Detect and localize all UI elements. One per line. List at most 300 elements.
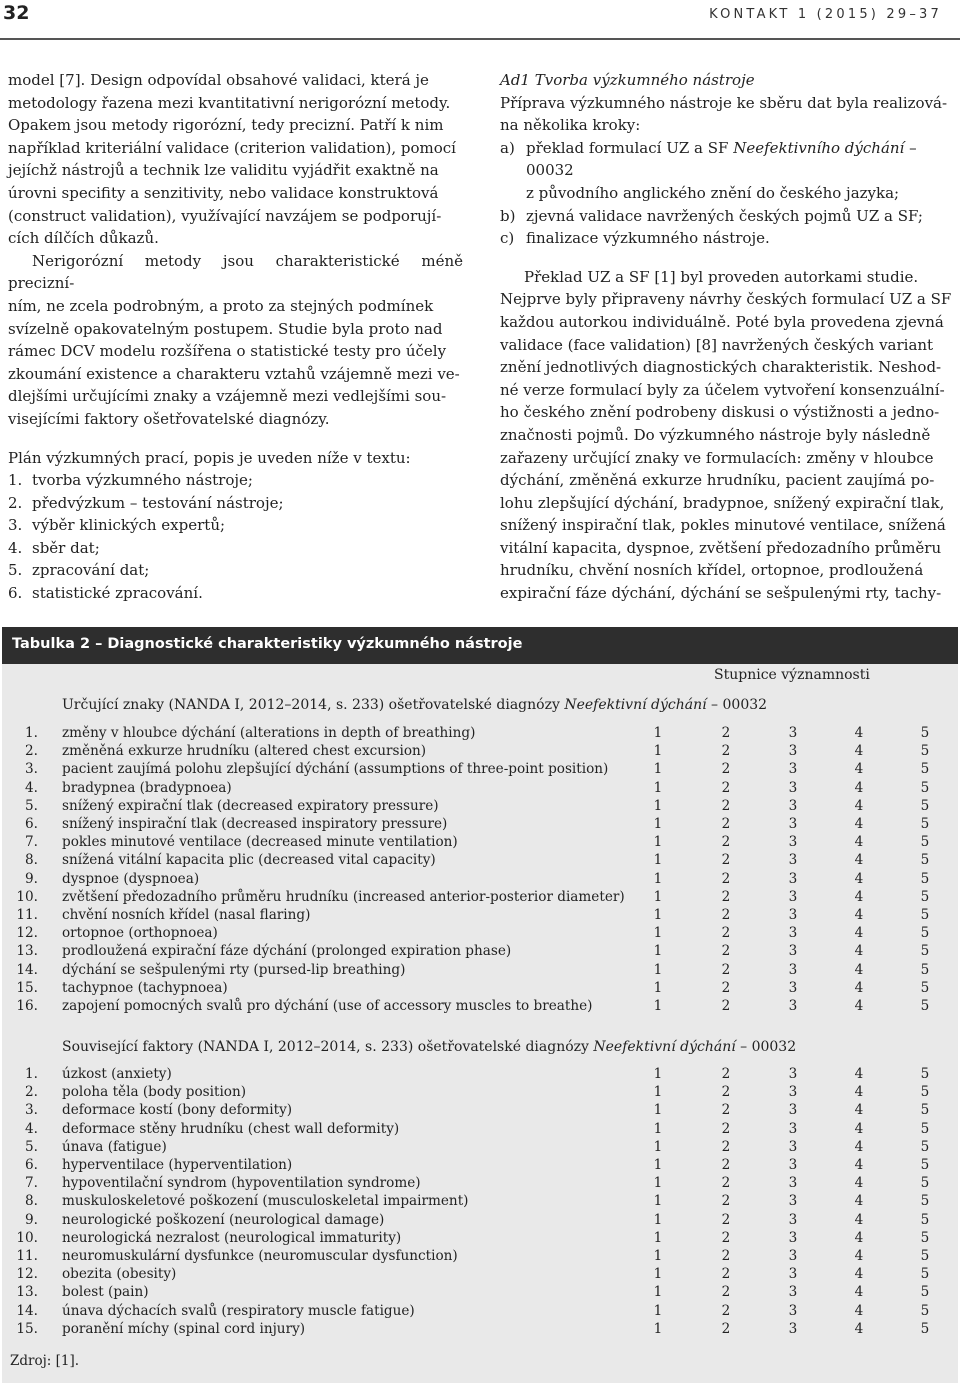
scale-value: 5 bbox=[920, 1102, 930, 1119]
scale-value: 5 bbox=[920, 1120, 930, 1137]
scale-value: 3 bbox=[788, 961, 798, 978]
paragraph-1 bbox=[8, 69, 463, 250]
row-label: obezita (obesity) bbox=[62, 1266, 177, 1283]
text-line: metodology řazena mezi kvantitativní nerigorózní metody. bbox=[8, 93, 451, 112]
scale-value: 2 bbox=[721, 907, 731, 923]
text-line: hrudníku, chvění nosních křídel, ortopnoe, prodloužená bbox=[500, 561, 924, 580]
text-line: například kriteriální validace (criterion validation), pomocí bbox=[8, 138, 456, 157]
table-row bbox=[0, 1283, 960, 1301]
scale-value: 5 bbox=[920, 816, 930, 832]
scale-value: 3 bbox=[788, 725, 798, 741]
scale-value: 1 bbox=[653, 961, 663, 978]
section-heading: Ad1 Tvorba výzkumného nástroje bbox=[500, 71, 755, 89]
text-line: rámec DCV modelu rozšířena o statistické testy pro účely bbox=[8, 342, 447, 361]
scale-value: 1 bbox=[653, 1320, 663, 1337]
row-number: 5. bbox=[25, 797, 38, 814]
scale-value: 1 bbox=[653, 743, 663, 760]
row-label: dyspnoe (dyspnoea) bbox=[62, 870, 200, 887]
scale-value: 1 bbox=[653, 1284, 663, 1301]
row-label: neurologická nezralost (neurological immaturity) bbox=[62, 1229, 402, 1246]
scale-value: 3 bbox=[788, 779, 798, 796]
scale-value: 5 bbox=[920, 1157, 930, 1173]
text-line: znění jednotlivých diagnostických charakteristik. Neshod- bbox=[500, 358, 942, 377]
row-number: 3. bbox=[25, 1102, 38, 1119]
scale-value: 1 bbox=[653, 925, 663, 942]
row-label: úzkost (anxiety) bbox=[62, 1066, 172, 1082]
scale-value: 4 bbox=[854, 888, 864, 905]
section-heading-defining: Určující znaky (NANDA I, 2012–2014, s. 233) ošetřovatelské diagnózy Neefektivní dýchání – 00032 bbox=[62, 697, 768, 713]
scale-value: 1 bbox=[653, 779, 663, 796]
table-row bbox=[0, 1211, 960, 1229]
row-label: prodloužená expirační fáze dýchání (prolonged expiration phase) bbox=[62, 943, 512, 960]
table-source: Zdroj: [1]. bbox=[10, 1353, 80, 1369]
text-line: visejícími faktory ošetřovatelské diagnózy. bbox=[8, 409, 330, 428]
scale-value: 1 bbox=[653, 1138, 663, 1155]
table-row bbox=[0, 815, 960, 833]
table-row bbox=[0, 779, 960, 797]
step-a: a) překlad formulací UZ a SF Neefektivního dýchání – 00032 bbox=[500, 138, 917, 180]
table-row bbox=[0, 742, 960, 760]
scale-value: 1 bbox=[653, 1175, 663, 1192]
text-line: model [7]. Design odpovídal obsahové validaci, která je bbox=[8, 71, 429, 89]
table-row bbox=[0, 724, 960, 742]
scale-value: 2 bbox=[721, 888, 731, 905]
text-line: každou autorkou individuálně. Poté byla provedena zjevná bbox=[500, 312, 944, 331]
table-row bbox=[0, 979, 960, 997]
scale-value: 5 bbox=[920, 1320, 930, 1337]
table-row bbox=[0, 1156, 960, 1174]
table-row bbox=[0, 1302, 960, 1320]
text-line: né verze formulací byly za účelem vytvoření konsenzuální- bbox=[500, 380, 945, 399]
text-line: zkoumání existence a charakteru vztahů vzájemně mezi ve- bbox=[8, 364, 460, 383]
scale-value: 5 bbox=[920, 925, 930, 942]
row-label: tachypnoe (tachypnoea) bbox=[62, 979, 228, 996]
step-c: c) finalizace výzkumného nástroje. bbox=[500, 229, 770, 248]
row-number: 2. bbox=[25, 1084, 38, 1101]
scale-value: 2 bbox=[721, 1175, 731, 1192]
table-row bbox=[0, 1247, 960, 1265]
text-line: Nerigorózní metody jsou charakteristické méně precizní- bbox=[8, 251, 463, 293]
left-column bbox=[8, 69, 463, 605]
row-number: 12. bbox=[16, 925, 38, 942]
text-line: dýchání, změněná exkurze hrudníku, pacient zaujímá po- bbox=[500, 471, 935, 490]
scale-value: 4 bbox=[854, 961, 864, 978]
scale-value: 5 bbox=[920, 1266, 930, 1283]
right-column bbox=[500, 69, 952, 605]
row-number: 14. bbox=[16, 1302, 38, 1319]
scale-value: 3 bbox=[788, 1102, 798, 1119]
row-label: změněná exkurze hrudníku (altered chest excursion) bbox=[62, 743, 427, 760]
scale-value: 3 bbox=[788, 979, 798, 996]
table-row bbox=[0, 1120, 960, 1138]
scale-value: 1 bbox=[653, 1302, 663, 1319]
scale-value: 4 bbox=[854, 834, 864, 851]
scale-value: 1 bbox=[653, 1066, 663, 1082]
table-row bbox=[0, 924, 960, 942]
row-label: pokles minutové ventilace (decreased minute ventilation) bbox=[62, 834, 458, 851]
row-label: únava dýchacích svalů (respiratory muscle fatigue) bbox=[62, 1302, 415, 1319]
row-number: 9. bbox=[25, 1211, 38, 1228]
table-row bbox=[0, 1265, 960, 1283]
scale-value: 2 bbox=[721, 1157, 731, 1173]
scale-value: 4 bbox=[854, 1175, 864, 1192]
scale-value: 4 bbox=[854, 870, 864, 887]
scale-value: 4 bbox=[854, 925, 864, 942]
scale-value: 2 bbox=[721, 743, 731, 760]
row-number: 4. bbox=[25, 1120, 38, 1137]
row-label: poranění míchy (spinal cord injury) bbox=[62, 1320, 306, 1337]
row-label: bradypnea (bradypnoea) bbox=[62, 779, 232, 796]
scale-value: 4 bbox=[854, 852, 864, 869]
row-label: snížený expirační tlak (decreased expiratory pressure) bbox=[62, 797, 439, 814]
scale-value: 2 bbox=[721, 797, 731, 814]
scale-value: 2 bbox=[721, 779, 731, 796]
table-row bbox=[0, 1065, 960, 1083]
scale-value: 3 bbox=[788, 816, 798, 832]
row-label: ortopnoe (orthopnoea) bbox=[62, 925, 218, 942]
scale-value: 5 bbox=[920, 1211, 930, 1228]
row-number: 6. bbox=[25, 816, 38, 832]
text-line: úrovni specifity a senzitivity, nebo validace konstruktová bbox=[8, 183, 439, 202]
row-number: 4. bbox=[25, 779, 38, 796]
scale-value: 5 bbox=[920, 1229, 930, 1246]
row-number: 10. bbox=[16, 1229, 38, 1246]
text-line: značnosti pojmů. Do výzkumného nástroje byly následně bbox=[500, 425, 931, 444]
row-number: 9. bbox=[25, 870, 38, 887]
scale-value: 5 bbox=[920, 1084, 930, 1101]
scale-value: 2 bbox=[721, 725, 731, 741]
scale-value: 5 bbox=[920, 1193, 930, 1210]
scale-value: 3 bbox=[788, 1266, 798, 1283]
scale-value: 1 bbox=[653, 979, 663, 996]
scale-value: 1 bbox=[653, 870, 663, 887]
row-label: dýchání se sešpulenými rty (pursed-lip breathing) bbox=[62, 961, 406, 978]
plan-list bbox=[8, 469, 463, 605]
scale-value: 4 bbox=[854, 998, 864, 1014]
scale-value: 4 bbox=[854, 743, 864, 760]
scale-value: 2 bbox=[721, 1284, 731, 1301]
table-row bbox=[0, 760, 960, 778]
paragraph-translation bbox=[500, 266, 952, 605]
scale-value: 1 bbox=[653, 834, 663, 851]
text-line: jejíchž nástrojů a technik lze validitu vyjádřit exaktně na bbox=[8, 161, 439, 180]
table-row bbox=[0, 961, 960, 979]
text-line: validace (face validation) [8] navržených českých variant bbox=[500, 335, 934, 354]
scale-value: 3 bbox=[788, 1302, 798, 1319]
text-line: vitální kapacita, dyspnoe, zvětšení předozadního průměru bbox=[500, 538, 942, 557]
scale-value: 2 bbox=[721, 925, 731, 942]
text-line: expirační fáze dýchání, dýchání se sešpulenými rty, tachy- bbox=[500, 584, 942, 603]
scale-value: 3 bbox=[788, 1284, 798, 1301]
scale-value: 1 bbox=[653, 943, 663, 960]
scale-value: 1 bbox=[653, 1157, 663, 1173]
row-number: 11. bbox=[16, 1248, 38, 1264]
scale-value: 5 bbox=[920, 943, 930, 960]
scale-value: 3 bbox=[788, 888, 798, 905]
row-label: zvětšení předozadního průměru hrudníku (increased anterior-posterior diameter) bbox=[62, 888, 625, 905]
scale-value: 4 bbox=[854, 1229, 864, 1246]
step-a-continuation: z původního anglického znění do českého jazyka; bbox=[526, 183, 900, 202]
scale-value: 4 bbox=[854, 1248, 864, 1264]
scale-value: 5 bbox=[920, 1248, 930, 1264]
text-line: dlejšími určujícími znaky a vzájemně mezi vedlejšími sou- bbox=[8, 387, 447, 406]
scale-value: 1 bbox=[653, 1211, 663, 1228]
row-label: únava (fatigue) bbox=[62, 1138, 167, 1155]
scale-value: 5 bbox=[920, 852, 930, 869]
scale-value: 2 bbox=[721, 1248, 731, 1264]
table-row bbox=[0, 906, 960, 924]
scale-value: 5 bbox=[920, 1175, 930, 1192]
scale-value: 3 bbox=[788, 870, 798, 887]
list-item: 3. výběr klinických expertů; bbox=[8, 516, 226, 535]
scale-value: 5 bbox=[920, 1138, 930, 1155]
text-line: cích dílčích důkazů. bbox=[8, 229, 159, 248]
row-number: 16. bbox=[16, 998, 38, 1014]
scale-value: 3 bbox=[788, 852, 798, 869]
row-number: 1. bbox=[25, 725, 38, 741]
row-label: muskuloskeletové poškození (musculoskeletal impairment) bbox=[62, 1193, 469, 1210]
row-label: bolest (pain) bbox=[62, 1284, 149, 1301]
scale-value: 1 bbox=[653, 725, 663, 741]
scale-value: 1 bbox=[653, 1084, 663, 1101]
scale-value: 2 bbox=[721, 1066, 731, 1082]
scale-value: 3 bbox=[788, 1175, 798, 1192]
header-divider bbox=[0, 38, 960, 40]
scale-value: 2 bbox=[721, 1102, 731, 1119]
table-row bbox=[0, 942, 960, 960]
list-item: 4. sběr dat; bbox=[8, 538, 100, 557]
journal-citation: KONTAKT 1 (2015) 29–37 bbox=[709, 7, 942, 22]
scale-value: 3 bbox=[788, 1193, 798, 1210]
text-line: lohu zlepšující dýchání, bradypnoe, snížený expirační tlak, bbox=[500, 493, 945, 512]
scale-value: 4 bbox=[854, 1138, 864, 1155]
text-line: Nejprve byly připraveny návrhy českých formulací UZ a SF bbox=[500, 290, 952, 309]
scale-value: 3 bbox=[788, 907, 798, 923]
list-item: 1. tvorba výzkumného nástroje; bbox=[8, 471, 253, 490]
scale-value: 5 bbox=[920, 907, 930, 923]
row-label: snížená vitální kapacita plic (decreased vital capacity) bbox=[62, 852, 436, 869]
scale-value: 5 bbox=[920, 888, 930, 905]
scale-value: 3 bbox=[788, 834, 798, 851]
row-label: pacient zaujímá polohu zlepšující dýchání (assumptions of three-point position) bbox=[62, 761, 609, 778]
scale-value: 2 bbox=[721, 1302, 731, 1319]
scale-value: 1 bbox=[653, 1193, 663, 1210]
text-line: ním, ne zcela podrobným, a proto za stejných podmínek bbox=[8, 296, 434, 315]
list-item: 5. zpracování dat; bbox=[8, 561, 150, 580]
row-label: deformace stěny hrudníku (chest wall deformity) bbox=[62, 1120, 400, 1137]
scale-value: 4 bbox=[854, 1120, 864, 1137]
scale-value: 4 bbox=[854, 797, 864, 814]
row-label: poloha těla (body position) bbox=[62, 1084, 247, 1101]
scale-value: 1 bbox=[653, 1229, 663, 1246]
scale-value: 2 bbox=[721, 943, 731, 960]
scale-value: 2 bbox=[721, 761, 731, 778]
scale-value: 3 bbox=[788, 998, 798, 1014]
section-heading-related: Související faktory (NANDA I, 2012–2014, s. 233) ošetřovatelské diagnózy Neefektivní dýchání – 00032 bbox=[62, 1039, 797, 1055]
row-label: deformace kostí (bony deformity) bbox=[62, 1102, 293, 1119]
scale-value: 4 bbox=[854, 816, 864, 832]
scale-value: 5 bbox=[920, 761, 930, 778]
scale-value: 2 bbox=[721, 1120, 731, 1137]
scale-value: 1 bbox=[653, 998, 663, 1014]
table-title-bar bbox=[2, 627, 958, 664]
row-number: 14. bbox=[16, 961, 38, 978]
table-row bbox=[0, 888, 960, 906]
row-label: snížený inspirační tlak (decreased inspiratory pressure) bbox=[62, 816, 448, 832]
row-number: 11. bbox=[16, 907, 38, 923]
row-number: 6. bbox=[25, 1157, 38, 1173]
scale-value: 1 bbox=[653, 888, 663, 905]
table-title: Tabulka 2 – Diagnostické charakteristiky výzkumného nástroje bbox=[12, 636, 523, 652]
intro-paragraph bbox=[500, 92, 952, 137]
scale-value: 3 bbox=[788, 1248, 798, 1264]
scale-value: 2 bbox=[721, 1320, 731, 1337]
scale-value: 2 bbox=[721, 1266, 731, 1283]
text-line: na několika kroky: bbox=[500, 116, 641, 135]
table-row bbox=[0, 1174, 960, 1192]
scale-value: 2 bbox=[721, 979, 731, 996]
scale-value: 4 bbox=[854, 1084, 864, 1101]
table-row bbox=[0, 870, 960, 888]
text-line: Příprava výzkumného nástroje ke sběru dat byla realizová- bbox=[500, 93, 948, 112]
row-number: 3. bbox=[25, 761, 38, 778]
scale-value: 5 bbox=[920, 998, 930, 1014]
row-label: změny v hloubce dýchání (alterations in depth of breathing) bbox=[62, 725, 476, 741]
scale-value: 3 bbox=[788, 743, 798, 760]
scale-value: 4 bbox=[854, 779, 864, 796]
row-number: 7. bbox=[25, 1175, 38, 1192]
scale-value: 2 bbox=[721, 816, 731, 832]
scale-value: 1 bbox=[653, 816, 663, 832]
row-number: 2. bbox=[25, 743, 38, 760]
scale-value: 4 bbox=[854, 1102, 864, 1119]
row-label: zapojení pomocných svalů pro dýchání (use of accessory muscles to breathe) bbox=[62, 998, 593, 1014]
scale-value: 3 bbox=[788, 1157, 798, 1173]
text-line: Překlad UZ a SF [1] byl proveden autorkami studie. bbox=[524, 267, 919, 286]
scale-value: 2 bbox=[721, 998, 731, 1014]
scale-value: 2 bbox=[721, 961, 731, 978]
table-row bbox=[0, 1138, 960, 1156]
table-row bbox=[0, 997, 960, 1015]
table-row bbox=[0, 1229, 960, 1247]
text-line: zařazeny určující znaky ve formulacích: změny v hloubce bbox=[500, 448, 934, 467]
scale-value: 4 bbox=[854, 1066, 864, 1082]
scale-value: 4 bbox=[854, 1320, 864, 1337]
row-number: 5. bbox=[25, 1138, 38, 1155]
text-line: snížený inspirační tlak, pokles minutové ventilace, snížená bbox=[500, 516, 946, 535]
scale-header: Stupnice významnosti bbox=[714, 667, 870, 683]
text-line: ho českého znění podrobeny diskusi o výstižnosti a jedno- bbox=[500, 403, 940, 422]
scale-value: 5 bbox=[920, 1302, 930, 1319]
row-number: 13. bbox=[16, 1284, 38, 1301]
scale-value: 2 bbox=[721, 1084, 731, 1101]
list-item: 6. statistické zpracování. bbox=[8, 584, 203, 603]
table-row bbox=[0, 833, 960, 851]
table-row bbox=[0, 851, 960, 869]
page-header bbox=[0, 0, 960, 40]
scale-value: 5 bbox=[920, 779, 930, 796]
scale-value: 1 bbox=[653, 761, 663, 778]
text-line: (construct validation), využívající navzájem se podporují- bbox=[8, 206, 442, 225]
table-row bbox=[0, 1101, 960, 1119]
table-row bbox=[0, 797, 960, 815]
scale-value: 2 bbox=[721, 1229, 731, 1246]
row-number: 1. bbox=[25, 1066, 38, 1082]
scale-value: 4 bbox=[854, 943, 864, 960]
scale-value: 4 bbox=[854, 907, 864, 923]
scale-value: 5 bbox=[920, 979, 930, 996]
table-row bbox=[0, 1192, 960, 1210]
scale-value: 2 bbox=[721, 834, 731, 851]
plan-intro: Plán výzkumných prací, popis je uveden níže v textu: bbox=[8, 448, 411, 467]
table-row bbox=[0, 1083, 960, 1101]
scale-value: 1 bbox=[653, 907, 663, 923]
scale-value: 1 bbox=[653, 797, 663, 814]
scale-value: 4 bbox=[854, 761, 864, 778]
scale-value: 3 bbox=[788, 1211, 798, 1228]
paragraph-2 bbox=[8, 250, 463, 431]
row-number: 7. bbox=[25, 834, 38, 851]
scale-value: 3 bbox=[788, 1120, 798, 1137]
page-number: 32 bbox=[3, 2, 30, 24]
scale-value: 3 bbox=[788, 1066, 798, 1082]
row-number: 8. bbox=[25, 1193, 38, 1210]
row-number: 10. bbox=[16, 888, 38, 905]
row-label: chvění nosních křídel (nasal flaring) bbox=[62, 907, 311, 923]
scale-value: 2 bbox=[721, 1193, 731, 1210]
scale-value: 5 bbox=[920, 797, 930, 814]
scale-value: 1 bbox=[653, 1248, 663, 1264]
scale-value: 2 bbox=[721, 1138, 731, 1155]
scale-value: 5 bbox=[920, 743, 930, 760]
scale-value: 3 bbox=[788, 1138, 798, 1155]
scale-value: 1 bbox=[653, 1266, 663, 1283]
scale-value: 2 bbox=[721, 852, 731, 869]
scale-value: 5 bbox=[920, 1066, 930, 1082]
scale-value: 4 bbox=[854, 979, 864, 996]
scale-value: 4 bbox=[854, 1193, 864, 1210]
scale-value: 5 bbox=[920, 725, 930, 741]
scale-value: 3 bbox=[788, 925, 798, 942]
scale-value: 1 bbox=[653, 852, 663, 869]
row-label: neurologické poškození (neurological damage) bbox=[62, 1211, 385, 1228]
row-number: 8. bbox=[25, 852, 38, 869]
scale-value: 3 bbox=[788, 1084, 798, 1101]
scale-value: 4 bbox=[854, 1302, 864, 1319]
scale-value: 3 bbox=[788, 1320, 798, 1337]
scale-value: 1 bbox=[653, 1120, 663, 1137]
row-label: hypoventilační syndrom (hypoventilation syndrome) bbox=[62, 1175, 421, 1192]
scale-value: 2 bbox=[721, 870, 731, 887]
text-line: svízelně opakovatelným postupem. Studie byla proto nad bbox=[8, 319, 443, 338]
scale-value: 4 bbox=[854, 1284, 864, 1301]
list-item: 2. předvýzkum – testování nástroje; bbox=[8, 493, 284, 512]
text-line: Opakem jsou metody rigorózní, tedy precizní. Patří k nim bbox=[8, 116, 444, 135]
row-label: hyperventilace (hyperventilation) bbox=[62, 1157, 293, 1173]
scale-value: 4 bbox=[854, 1157, 864, 1173]
row-number: 13. bbox=[16, 943, 38, 960]
row-number: 12. bbox=[16, 1266, 38, 1283]
scale-value: 4 bbox=[854, 725, 864, 741]
row-number: 15. bbox=[16, 979, 38, 996]
table-row bbox=[0, 1320, 960, 1338]
scale-value: 3 bbox=[788, 797, 798, 814]
scale-value: 3 bbox=[788, 1229, 798, 1246]
scale-value: 4 bbox=[854, 1211, 864, 1228]
scale-value: 3 bbox=[788, 943, 798, 960]
scale-value: 3 bbox=[788, 761, 798, 778]
scale-value: 5 bbox=[920, 870, 930, 887]
